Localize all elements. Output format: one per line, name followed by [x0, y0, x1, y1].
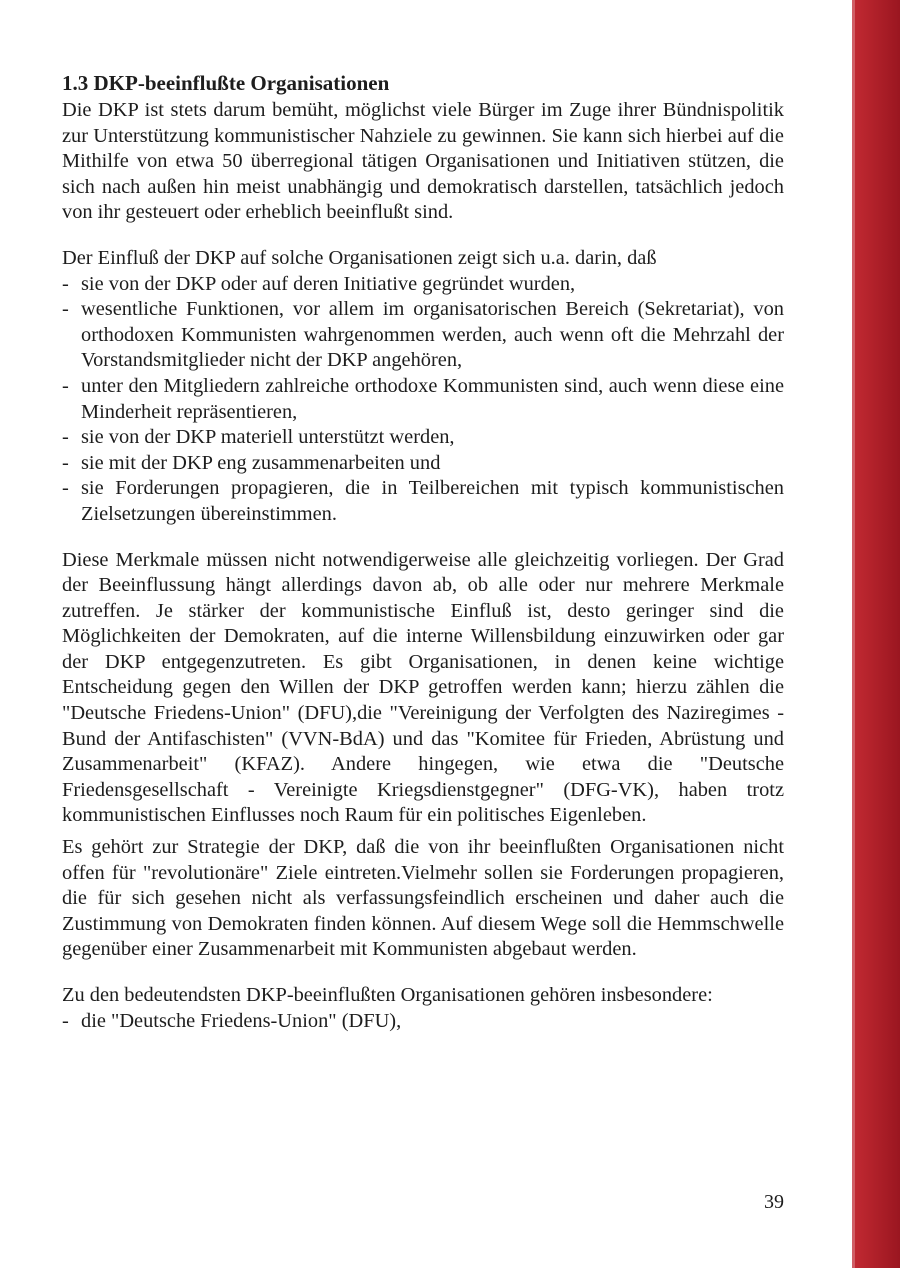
characteristics-paragraph: Diese Merkmale müssen nicht notwendigerweise alle gleichzeitig vorliegen. Der Grad der Beeinflussung hängt allerdings davon ab, ob alle oder nur mehrere Merkmale zutreffen. Je stärker der kommunistische Einfluß ist, desto geringer sind die Möglichkeiten der Demokraten, auf die interne Willensbildung einzuwirken oder gar der DKP entgegenzutreten. Es gibt Organisationen, in denen keine wichtige Entscheidung gegen den Willen der DKP getroffen werden kann; hierzu zählen die "Deutsche Friedens-Union" (DFU),die "Vereinigung der Verfolgten des Naziregimes - Bund der Antifaschisten" (VVN-BdA) und das "Komitee für Frieden, Abrüstung und Zusammenarbeit" (KFAZ). Andere hingegen, wie etwa die "Deutsche Friedensgesellschaft - Vereinigte Kriegsdienstgegner" (DFG-VK), haben trotz kommunistischen Einflusses noch Raum für ein politisches Eigenleben. [62, 548, 784, 827]
list-item: - wesentliche Funktionen, vor allem im organisatorischen Bereich (Sekretariat), von orthodoxen Kommunisten wahrgenommen werden, auch wenn oft die Mehrzahl der Vorstandsmitglieder nicht der DKP angehören, [62, 297, 784, 374]
organisations-lead-paragraph: Zu den bedeutendsten DKP-beeinflußten Organisationen gehören insbesondere: [62, 984, 713, 1006]
list-item: - sie von der DKP oder auf deren Initiative gegründet wurden, [62, 272, 784, 298]
section-heading: 1.3 DKP-beeinflußte Organisationen [62, 71, 390, 95]
list-item: - sie von der DKP materiell unterstützt werden, [62, 425, 784, 451]
red-page-edge [852, 0, 900, 1268]
strategy-paragraph: Es gehört zur Strategie der DKP, daß die von ihr beeinflußten Organisationen nicht offen für "revolutionäre" Ziele eintreten.Vielmehr sollen sie Forderungen propagieren, die für sich gesehen nicht als verfassungsfeindlich erscheinen und daher auch die Zustimmung von Demokraten finden können. Auf diesem Wege soll die Hemmschwelle gegenüber einer Zusammenarbeit mit Kommunisten abgebaut werden. [62, 836, 784, 961]
list-item: - unter den Mitgliedern zahlreiche orthodoxe Kommunisten sind, auch wenn diese eine Minderheit repräsentieren, [62, 374, 784, 425]
list-item: - sie Forderungen propagieren, die in Teilbereichen mit typisch kommunistischen Zielsetzungen übereinstimmen. [62, 476, 784, 527]
influence-list [62, 272, 784, 528]
page-number: 39 [764, 1191, 784, 1213]
organisations-list [62, 1009, 784, 1035]
document-body [62, 70, 784, 1034]
influence-lead-paragraph: Der Einfluß der DKP auf solche Organisationen zeigt sich u.a. darin, daß [62, 246, 657, 269]
intro-paragraph: Die DKP ist stets darum bemüht, möglichst viele Bürger im Zuge ihrer Bündnispolitik zur Unterstützung kommunistischer Nahziele zu gewinnen. Sie kann sich hierbei auf die Mithilfe von etwa 50 überregional tätigen Organisationen und Initiativen stützen, die sich nach außen hin meist unabhängig und demokratisch darstellen, tatsächlich jedoch von ihr gesteuert oder erheblich beeinflußt sind. [62, 99, 784, 224]
list-item: - die "Deutsche Friedens-Union" (DFU), [62, 1009, 784, 1035]
list-item: - sie mit der DKP eng zusammenarbeiten und [62, 451, 784, 477]
